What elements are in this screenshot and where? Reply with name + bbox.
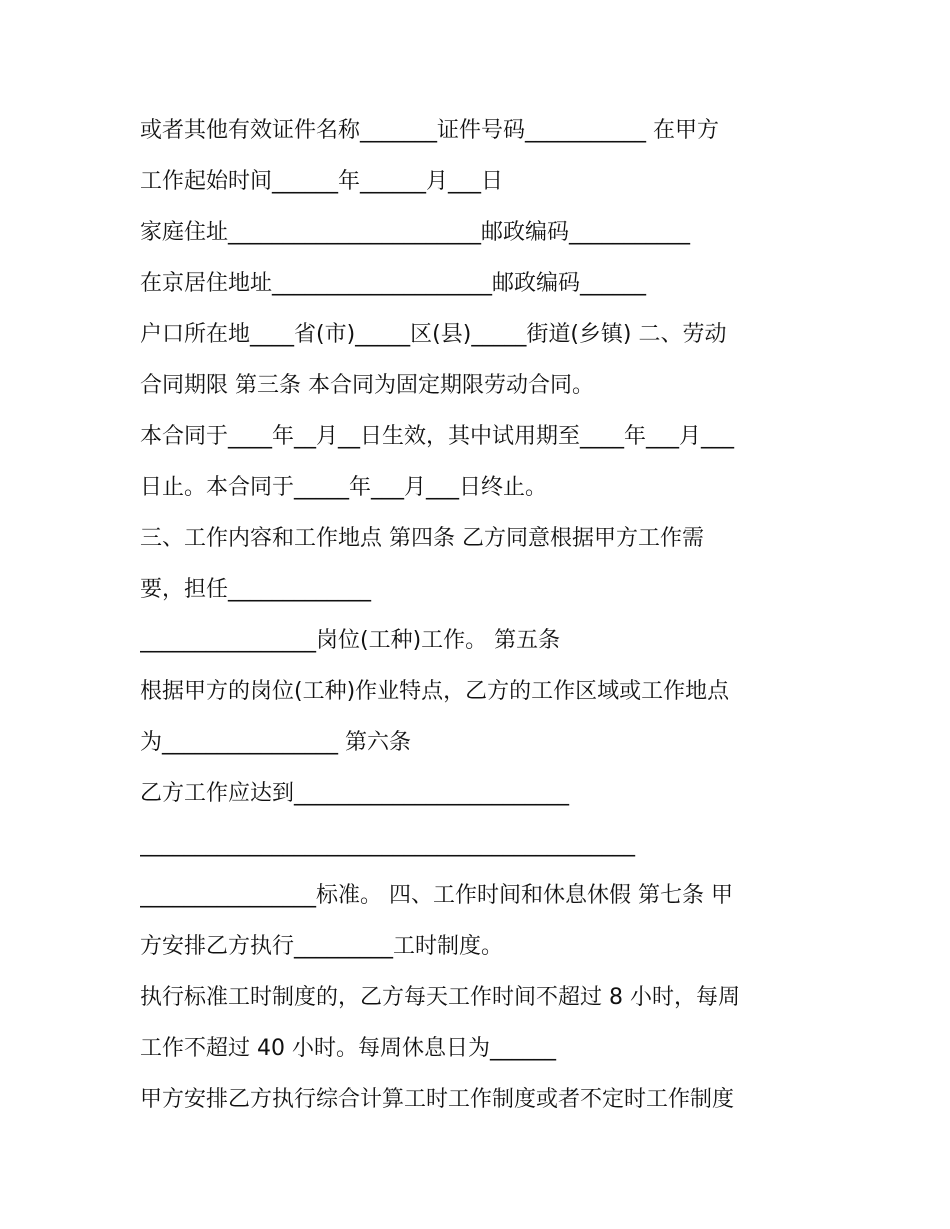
text-line: ________________标准。 四、工作时间和休息休假 第七条 甲 (140, 883, 733, 908)
text-line: 家庭住址_______________________邮政编码___________ (140, 220, 691, 245)
text-line: 甲方安排乙方执行综合计算工时工作制度或者不定时工作制度 (140, 1087, 735, 1112)
text-line: 根据甲方的岗位(工种)作业特点，乙方的工作区域或工作地点 (140, 679, 730, 704)
contract-text (140, 105, 820, 1125)
text-line: 三、工作内容和工作地点 第四条 乙方同意根据甲方工作需 (140, 526, 704, 551)
text-line: 要，担任_____________ (140, 577, 372, 602)
text-line: 工作不超过 40 小时。每周休息日为______ (140, 1036, 556, 1061)
text-line: 户口所在地____省(市)_____区(县)_____街道(乡镇) 二、劳动 (140, 322, 727, 347)
text-line: 日止。本合同于_____年___月___日终止。 (140, 475, 548, 500)
text-line: 或者其他有效证件名称_______证件号码___________ 在甲方 (140, 118, 719, 143)
text-line: _____________________________________________ (140, 832, 635, 857)
text-line: 合同期限 第三条 本合同为固定期限劳动合同。 (140, 373, 594, 398)
text-line: 为________________ 第六条 (140, 730, 411, 755)
text-line: 本合同于____年__月__日生效，其中试用期至____年___月___ (140, 424, 735, 449)
text-line: ________________岗位(工种)工作。 第五条 (140, 628, 561, 653)
text-line: 乙方工作应达到_________________________ (140, 781, 570, 806)
text-line: 工作起始时间______年______月___日 (140, 169, 504, 194)
text-line: 方安排乙方执行_________工时制度。 (140, 934, 504, 959)
text-line: 执行标准工时制度的，乙方每天工作时间不超过 8 小时，每周 (140, 985, 740, 1010)
text-line: 在京居住地址____________________邮政编码______ (140, 271, 647, 296)
